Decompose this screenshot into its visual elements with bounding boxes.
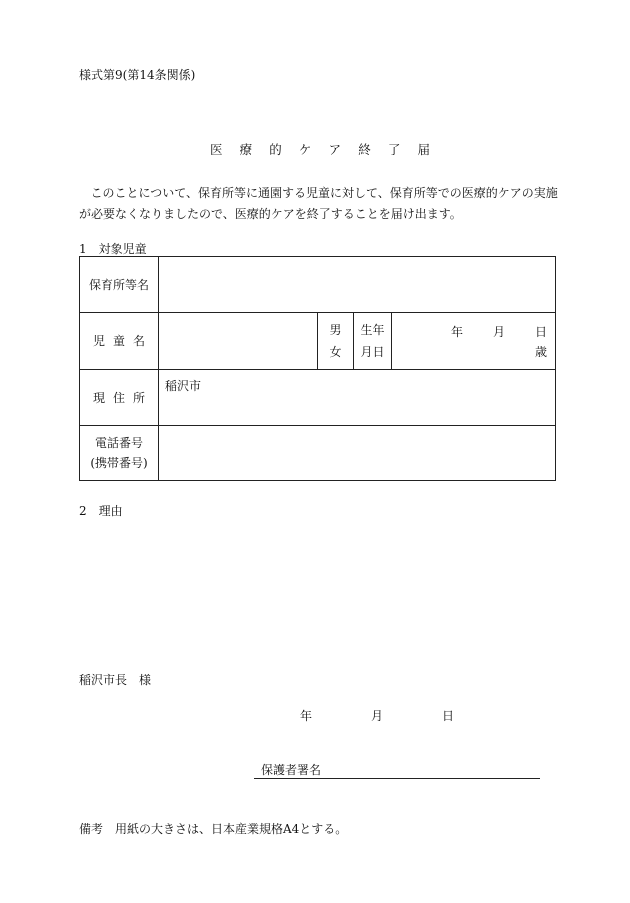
day-label: 日 bbox=[534, 325, 547, 339]
male-option[interactable]: 男 bbox=[329, 323, 342, 337]
submission-year-label: 年 bbox=[300, 709, 313, 723]
signature-label: 保護者署名 bbox=[261, 763, 322, 777]
facility-field[interactable] bbox=[159, 257, 556, 313]
phone-label: 電話番号 (携帯番号) bbox=[80, 426, 159, 481]
submission-month-label: 月 bbox=[371, 709, 384, 723]
guardian-signature-line[interactable] bbox=[254, 763, 540, 779]
birthdate-label: 生年 月日 bbox=[354, 313, 392, 370]
sex-cell[interactable] bbox=[318, 313, 354, 370]
title-char: 了 bbox=[387, 142, 401, 157]
facility-row bbox=[80, 257, 556, 313]
child-name-field[interactable] bbox=[159, 313, 318, 370]
child-row bbox=[80, 313, 556, 370]
month-label: 月 bbox=[492, 325, 505, 339]
remarks-note: 備考 用紙の大きさは、日本産業規格A4とする。 bbox=[79, 822, 348, 836]
section-1-heading: 1 対象児童 bbox=[79, 242, 147, 256]
submission-day-label: 日 bbox=[442, 709, 455, 723]
address-label: 現住所 bbox=[80, 370, 159, 426]
address-row bbox=[80, 370, 556, 426]
address-prefill: 稲沢市 bbox=[165, 379, 202, 393]
female-option[interactable]: 女 bbox=[329, 345, 342, 359]
title-char: 医 bbox=[210, 142, 223, 157]
address-field[interactable] bbox=[159, 370, 556, 426]
age-label: 歳 bbox=[534, 345, 547, 359]
phone-field[interactable] bbox=[159, 426, 556, 481]
addressee: 稲沢市長 様 bbox=[79, 673, 152, 687]
title-char: 届 bbox=[417, 142, 430, 157]
form-number: 様式第9(第14条関係) bbox=[79, 68, 196, 82]
birthdate-units bbox=[451, 323, 547, 340]
phone-row bbox=[80, 426, 556, 481]
document-title bbox=[210, 140, 430, 158]
title-char: 療 bbox=[239, 142, 253, 157]
title-char: ア bbox=[328, 142, 342, 157]
title-char: 的 bbox=[269, 142, 282, 157]
birthdate-field[interactable] bbox=[392, 313, 556, 370]
section-2-heading: 2 理由 bbox=[79, 504, 123, 518]
facility-label: 保育所等名 bbox=[80, 257, 159, 313]
title-char: 終 bbox=[358, 142, 371, 157]
year-label: 年 bbox=[450, 325, 463, 339]
child-info-table bbox=[79, 256, 556, 481]
child-name-label: 児童名 bbox=[80, 313, 159, 370]
intro-paragraph: このことについて、保育所等に通園する児童に対して、保育所等での医療的ケアの実施が必要なくなりましたので、医療的ケアを終了することを届け出ます。 bbox=[79, 186, 558, 221]
title-char: ケ bbox=[298, 142, 312, 157]
